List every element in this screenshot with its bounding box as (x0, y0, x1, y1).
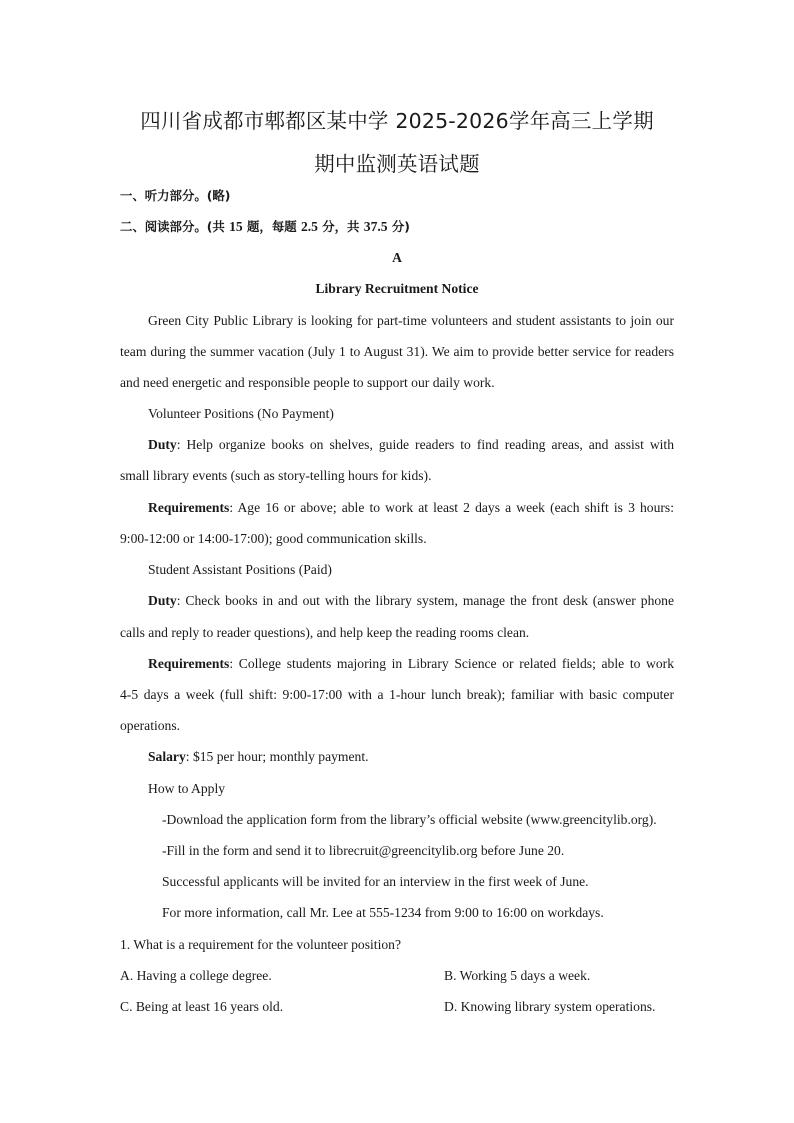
student-req-line-2: 4-5 days a week (full shift: 9:00-17:00 with a 1-hour lunch break); familiar with basic computer (120, 687, 674, 702)
exam-title-line2: 期中监测英语试题 (314, 152, 480, 176)
apply-step-2: -Fill in the form and send it to librecruit@greencitylib.org before June 20. (162, 843, 565, 858)
student-req-line-1: Requirements: College students majoring in Library Science or related fields; able to work (148, 656, 674, 671)
volunteer-req-line-2: 9:00-12:00 or 14:00-17:00); good communication skills. (120, 531, 427, 546)
question-1-option-c: C. Being at least 16 years old. (120, 999, 284, 1014)
exam-title-line1: 四川省成都市郫都区某中学 2025-2026学年高三上学期 (140, 109, 654, 133)
how-to-apply-title: How to Apply (148, 781, 226, 796)
intro-line-2: team during the summer vacation (July 1 to August 31). We aim to provide better service for readers (120, 344, 674, 359)
question-1-stem: 1. What is a requirement for the volunteer position? (120, 937, 401, 952)
student-req-line-3: operations. (120, 718, 181, 733)
question-1-option-b: B. Working 5 days a week. (444, 968, 591, 983)
passage-heading: Library Recruitment Notice (315, 281, 479, 296)
section-reading: 二、阅读部分。(共 15 题，每题 2.5 分，共 37.5 分) (120, 219, 410, 234)
volunteer-duty-line-2: small library events (such as story-telling hours for kids). (120, 468, 432, 483)
passage-letter: A (392, 250, 402, 265)
question-1-option-d: D. Knowing library system operations. (444, 999, 656, 1014)
apply-contact: For more information, call Mr. Lee at 555-1234 from 9:00 to 16:00 on workdays. (162, 905, 604, 920)
volunteer-positions-title: Volunteer Positions (No Payment) (148, 406, 334, 421)
student-duty-line-2: calls and reply to reader questions), and help keep the reading rooms clean. (120, 625, 530, 640)
intro-line-1: Green City Public Library is looking for part-time volunteers and student assistants to join our (148, 313, 674, 328)
intro-line-3: and need energetic and responsible people to support our daily work. (120, 375, 495, 390)
volunteer-duty-line-1: Duty: Help organize books on shelves, guide readers to find reading areas, and assist with (148, 437, 674, 452)
section-listening: 一、听力部分。(略) (120, 188, 231, 203)
student-duty-line-1: Duty: Check books in and out with the library system, manage the front desk (answer phone (148, 593, 674, 608)
salary-line: Salary: $15 per hour; monthly payment. (148, 749, 369, 764)
student-positions-title: Student Assistant Positions (Paid) (148, 562, 332, 577)
apply-step-3: Successful applicants will be invited for an interview in the first week of June. (162, 874, 589, 889)
apply-step-1: -Download the application form from the library’s official website (www.greencitylib.org). (162, 812, 657, 827)
volunteer-req-line-1: Requirements: Age 16 or above; able to work at least 2 days a week (each shift is 3 hours: (148, 500, 674, 515)
question-1-option-a: A. Having a college degree. (120, 968, 272, 983)
